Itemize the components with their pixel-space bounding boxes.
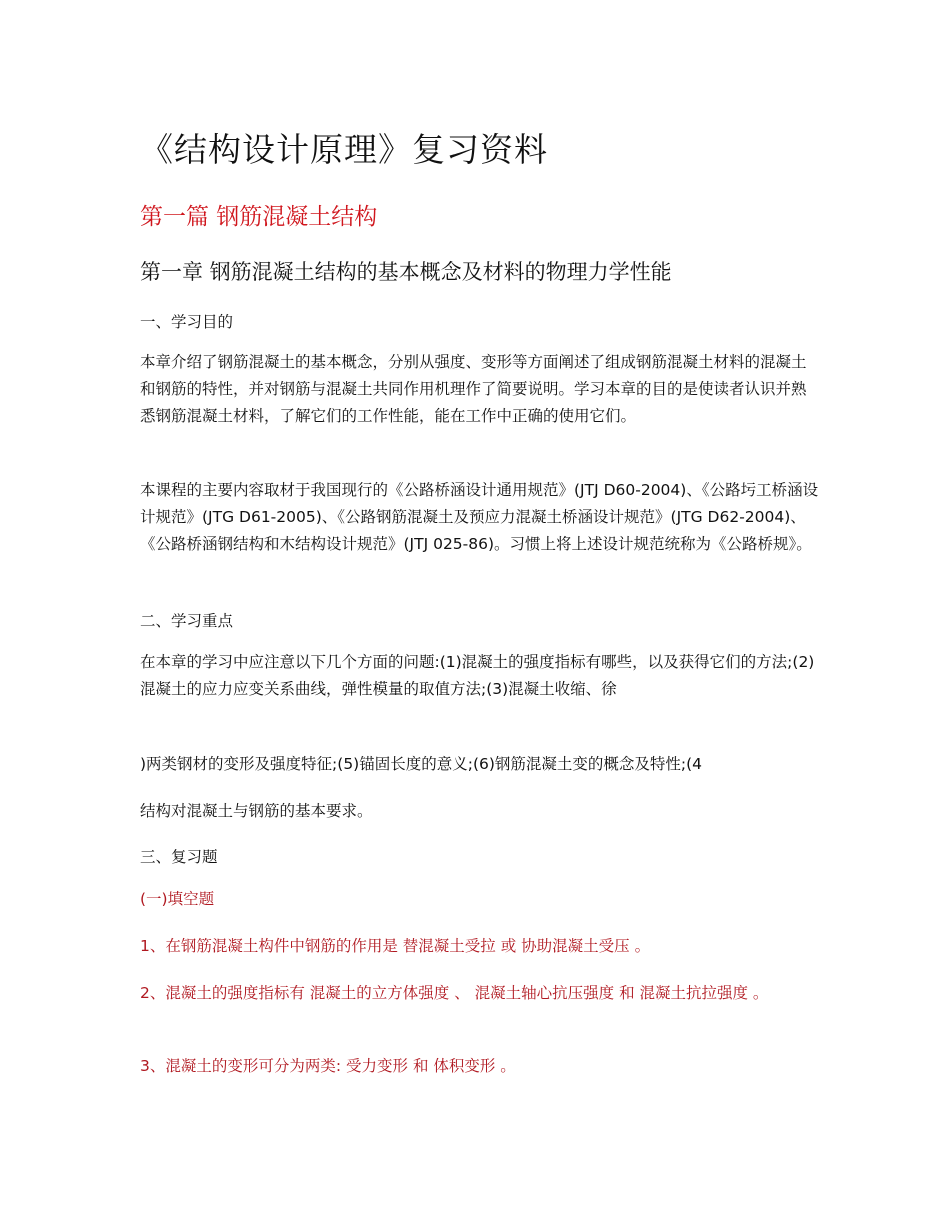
- part-heading: 第一篇 钢筋混凝土结构: [140, 204, 378, 230]
- section-heading-key-points: 二、学习重点: [140, 612, 234, 630]
- question-2: 2、混凝土的强度指标有 混凝土的立方体强度 、 混凝土轴心抗压强度 和 混凝土抗拉强度 。: [140, 984, 769, 1002]
- document-title: 《结构设计原理》复习资料: [140, 130, 548, 169]
- section-heading-review: 三、复习题: [140, 848, 218, 866]
- paragraph-standards: 本课程的主要内容取材于我国现行的《公路桥涵设计通用规范》(JTJ D60-2004)、《公路圬工桥涵设计规范》(JTG D61-2005)、《公路钢筋混凝土及预应力混凝土桥涵设计规范》(JTG D62-2004)、《公路桥涵钢结构和木结构设计规范》(JTJ 025-86)。习惯上将上述设计规范统称为《公路桥规》。: [140, 481, 819, 553]
- chapter-heading: 第一章 钢筋混凝土结构的基本概念及材料的物理力学性能: [140, 260, 672, 284]
- paragraph-objectives: 本章介绍了钢筋混凝土的基本概念，分别从强度、变形等方面阐述了组成钢筋混凝土材料的混凝土和钢筋的特性，并对钢筋与混凝土共同作用机理作了简要说明。学习本章的目的是使读者认识并熟悉钢筋混凝土材料，了解它们的工作性能，能在工作中正确的使用它们。: [140, 353, 807, 425]
- question-3: 3、混凝土的变形可分为两类: 受力变形 和 体积变形 。: [140, 1057, 516, 1075]
- exercise-heading: (一)填空题: [140, 890, 215, 908]
- question-1: 1、在钢筋混凝土构件中钢筋的作用是 替混凝土受拉 或 协助混凝土受压 。: [140, 937, 651, 955]
- text-line-requirements: 结构对混凝土与钢筋的基本要求。: [140, 802, 373, 820]
- text-line-fragment: )两类钢材的变形及强度特征;(5)锚固长度的意义;(6)钢筋混凝土变的概念及特性;(4: [140, 755, 703, 773]
- section-heading-objectives: 一、学习目的: [140, 313, 234, 331]
- paragraph-key-points: 在本章的学习中应注意以下几个方面的问题:(1)混凝土的强度指标有哪些，以及获得它们的方法;(2)混凝土的应力应变关系曲线，弹性模量的取值方法;(3)混凝土收缩、徐: [140, 653, 815, 698]
